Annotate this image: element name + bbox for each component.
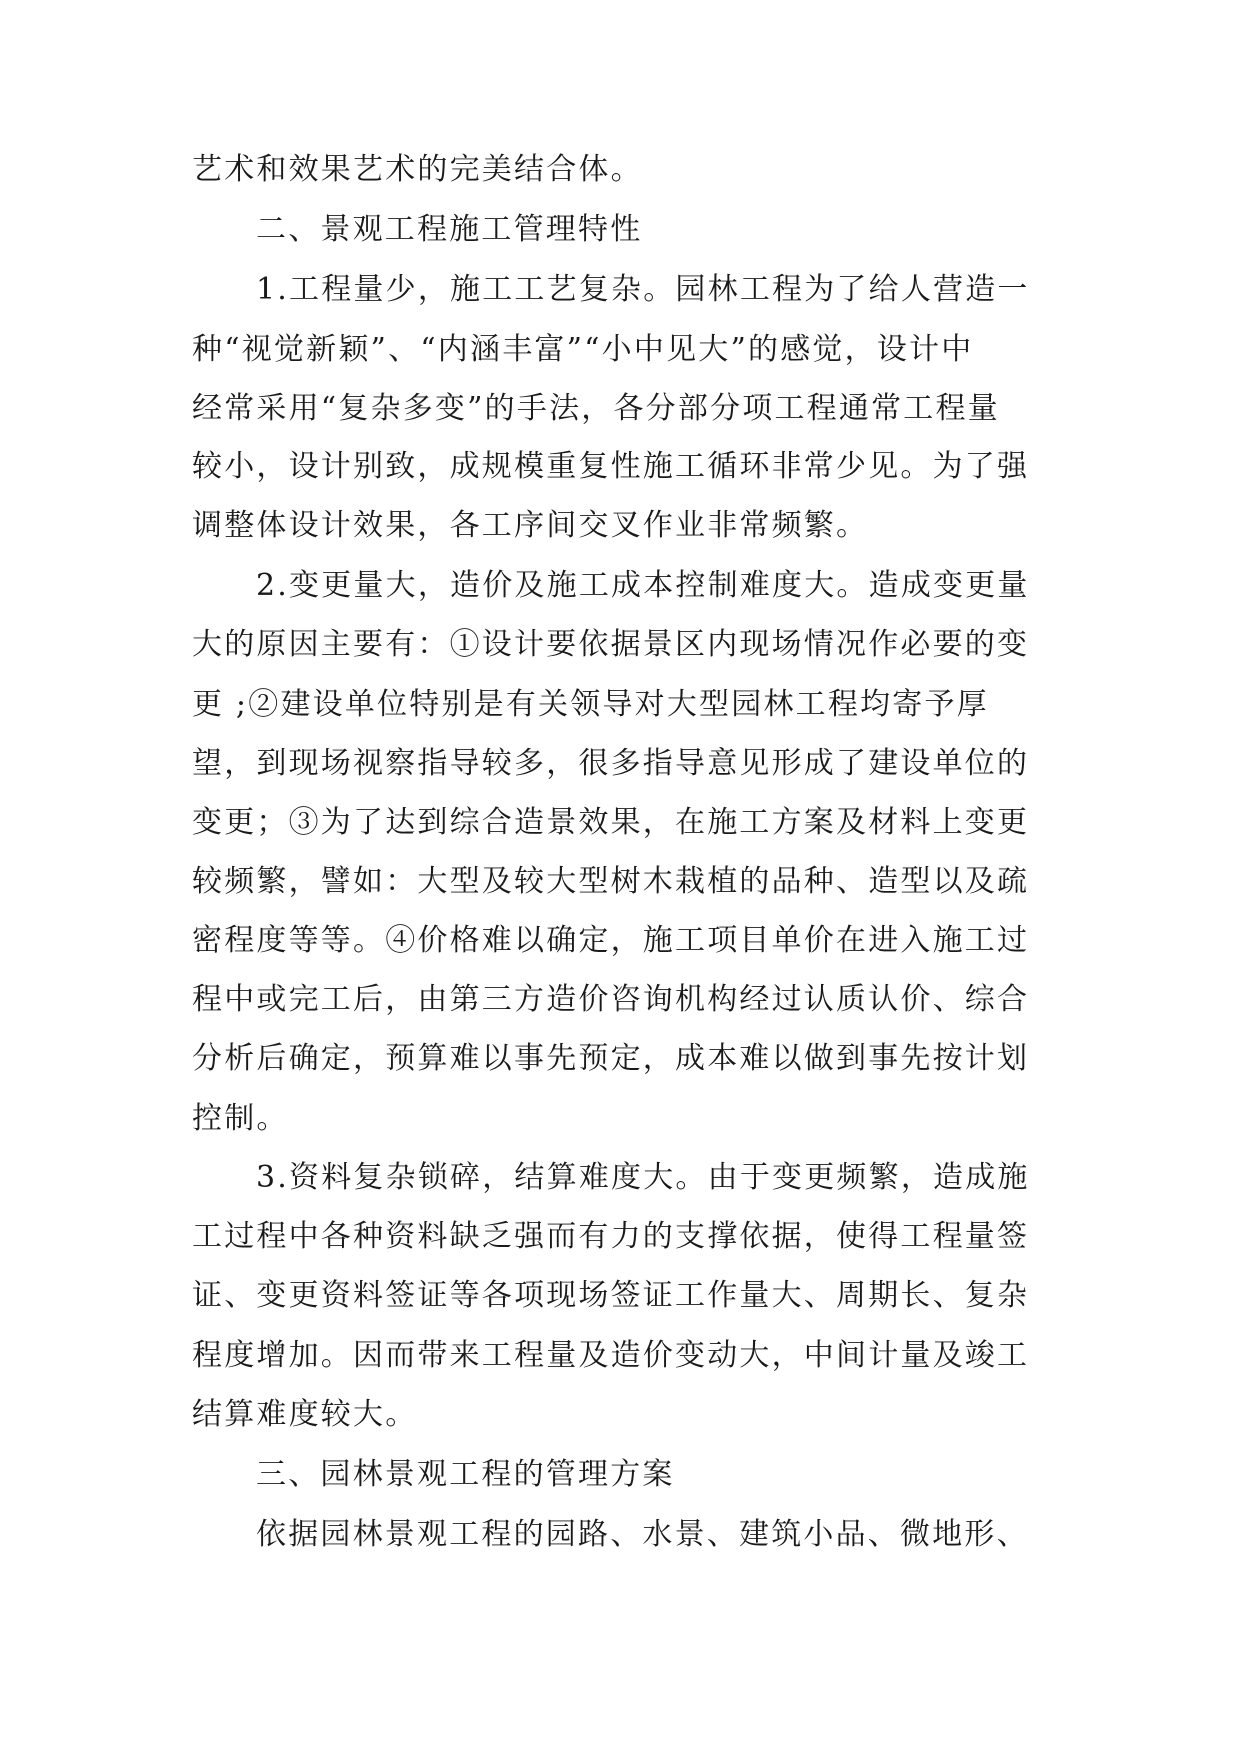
paragraph-line: 程度增加。因而带来工程量及造价变动大，中间计量及竣工 [192,1338,1030,1373]
paragraph-line: 工过程中各种资料缺乏强而有力的支撑依据，使得工程量签 [192,1219,1030,1254]
paragraph-line: 经常采用“复杂多变”的手法，各分部分项工程通常工程量 [192,391,1000,426]
paragraph-line: 控制。 [192,1101,289,1136]
paragraph-line: 望，到现场视察指导较多，很多指导意见形成了建设单位的 [192,746,1030,781]
paragraph-line: 证、变更资料签证等各项现场签证工作量大、周期长、复杂 [192,1278,1030,1313]
paragraph-line: 变更；③为了达到综合造景效果，在施工方案及材料上变更 [192,805,1030,840]
section-heading: 二、景观工程施工管理特性 [256,212,643,247]
paragraph-line: 3.资料复杂锁碎，结算难度大。由于变更频繁，造成施 [256,1160,1030,1195]
paragraph-line: 种“视觉新颖”、“内涵丰富”“小中见大”的感觉，设计中 [192,332,974,367]
section-heading: 三、园林景观工程的管理方案 [256,1457,675,1492]
paragraph-line: 分析后确定，预算难以事先预定，成本难以做到事先按计划 [192,1041,1030,1076]
paragraph-line: 艺术和效果艺术的完美结合体。 [192,152,643,187]
paragraph-line: 调整体设计效果，各工序间交叉作业非常频繁。 [192,508,869,543]
paragraph-line: 密程度等等。④价格难以确定，施工项目单价在进入施工过 [192,923,1030,958]
paragraph-line: 依据园林景观工程的园路、水景、建筑小品、微地形、 [256,1517,1029,1552]
paragraph-line: 较小，设计别致，成规模重复性施工循环非常少见。为了强 [192,449,1030,484]
paragraph-line: 2.变更量大，造价及施工成本控制难度大。造成变更量 [256,568,1030,603]
paragraph-line: 1.工程量少，施工工艺复杂。园林工程为了给人营造一 [256,272,1030,307]
paragraph-line: 程中或完工后，由第三方造价咨询机构经过认质认价、综合 [192,982,1030,1017]
paragraph-line: 结算难度较大。 [192,1397,418,1432]
paragraph-line: 更 ;②建设单位特别是有关领导对大型园林工程均寄予厚 [192,687,989,722]
paragraph-line: 较频繁，譬如：大型及较大型树木栽植的品种、造型以及疏 [192,864,1030,899]
paragraph-line: 大的原因主要有：①设计要依据景区内现场情况作必要的变 [192,627,1030,662]
